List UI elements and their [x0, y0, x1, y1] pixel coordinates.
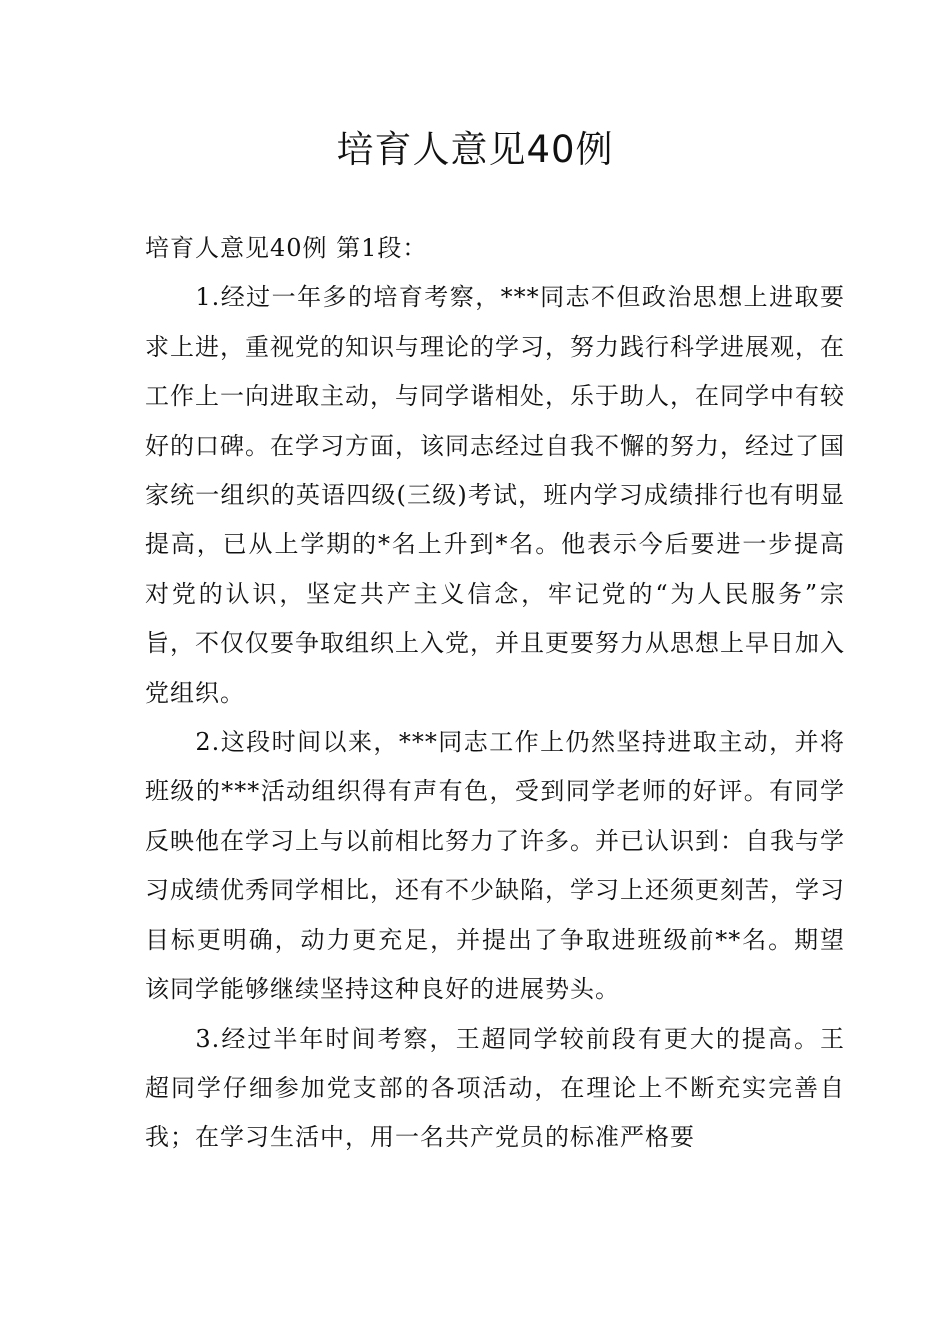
paragraph-2: 2.这段时间以来，***同志工作上仍然坚持进取主动，并将班级的***活动组织得有声有色，受到同学老师的好评。有同学反映他在学习上与以前相比努力了许多。并已认识到：自我与学习成绩优秀同学相比，还有不少缺陷，学习上还须更刻苦，学习目标更明确，动力更充足，并提出了争取进班级前**名。期望该同学能够继续坚持这种良好的进展势头。 [145, 728, 845, 1004]
paragraph-3: 3.经过半年时间考察，王超同学较前段有更大的提高。王超同学仔细参加党支部的各项活动，在理论上不断充实完善自我；在学习生活中，用一名共产党员的标准严格要 [145, 1024, 845, 1152]
document-title: 培育人意见40例 [336, 128, 614, 171]
paragraph-1: 1.经过一年多的培育考察，***同志不但政治思想上进取要求上进，重视党的知识与理论的学习，努力践行科学进展观，在工作上一向进取主动，与同学谐相处，乐于助人，在同学中有较好的口碑。在学习方面，该同志经过自我不懈的努力，经过了国家统一组织的英语四级(三级)考试，班内学习成绩排行也有明显提高，已从上学期的*名上升到*名。他表示今后要进一步提高对党的认识，坚定共产主义信念，牢记党的“为人民服务”宗旨，不仅仅要争取组织上入党，并且更要努力从思想上早日加入党组织。 [145, 283, 845, 707]
document-body [145, 224, 845, 1163]
section-heading: 培育人意见40例 第1段： [145, 234, 428, 262]
